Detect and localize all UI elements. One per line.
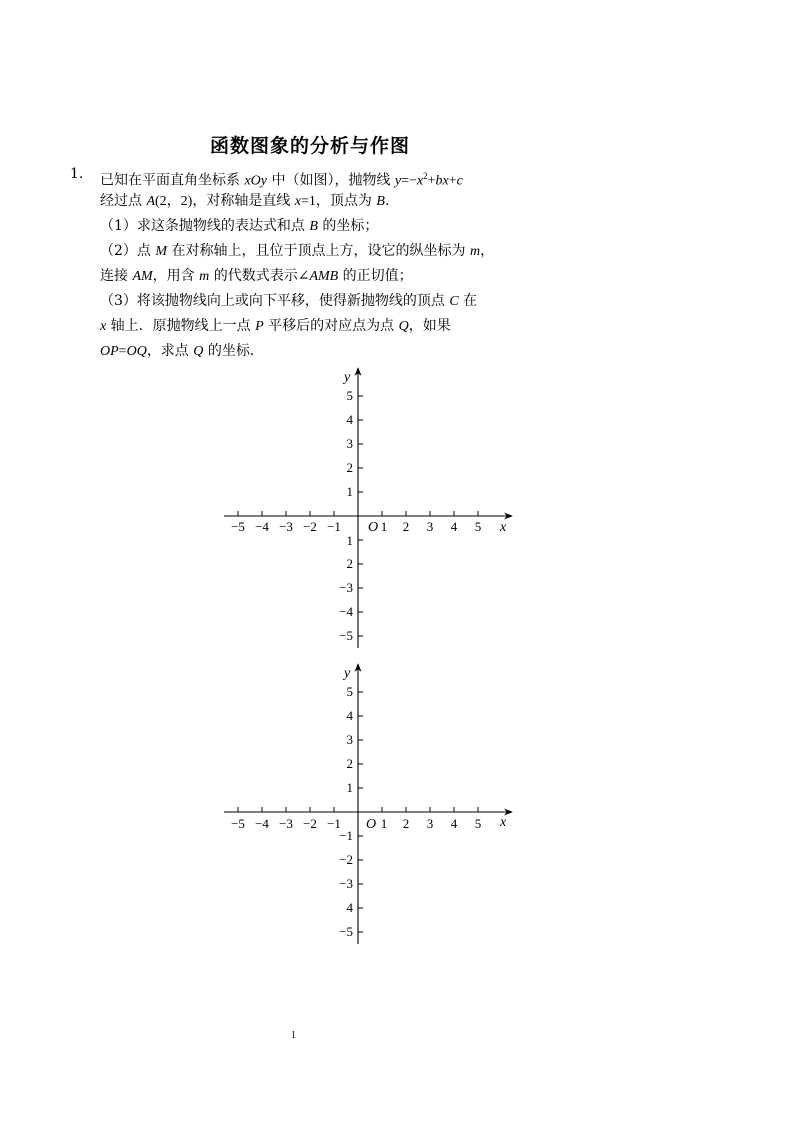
- math-var: B: [376, 194, 385, 209]
- x-tick-label: 2: [402, 816, 410, 831]
- math-var: C: [449, 294, 459, 309]
- text: ，: [480, 243, 495, 259]
- math-var: m: [199, 269, 210, 284]
- y-tick-label: 1: [346, 533, 353, 548]
- math-var: bx: [435, 173, 449, 189]
- y-axis-label: y: [344, 370, 351, 385]
- text: 经过点: [100, 193, 147, 209]
- math-var: c: [456, 173, 463, 189]
- y-tick-label: 3: [346, 436, 353, 451]
- x-tick-label: −2: [303, 816, 317, 831]
- math-var: xOy: [244, 173, 267, 189]
- math-op: +: [427, 173, 436, 189]
- math-var: Q: [398, 319, 409, 334]
- math-op: +: [448, 173, 457, 189]
- x-tick-label: −5: [231, 816, 245, 831]
- text: 平移后的对应点为点: [263, 318, 399, 334]
- math-var: AMB: [309, 269, 339, 284]
- y-tick-label: 5: [346, 684, 353, 699]
- math-var: y: [394, 173, 402, 189]
- x-tick-label: −1: [327, 519, 341, 534]
- y-tick-label: 2: [346, 460, 353, 475]
- y-tick-label: 4: [346, 900, 353, 915]
- math-coord: (2，2): [155, 194, 193, 209]
- x-tick-label: −3: [279, 519, 293, 534]
- text: ，求点: [146, 343, 194, 359]
- x-tick-label: −4: [255, 816, 269, 831]
- x-tick-label: 3: [426, 519, 434, 534]
- math-var: AM: [132, 269, 153, 284]
- x-tick-label: 5: [474, 519, 482, 534]
- text: ，用含: [152, 268, 200, 284]
- y-tick-label: −3: [339, 876, 353, 891]
- text: ，对称轴是直线: [192, 193, 295, 209]
- text: 的坐标．: [203, 343, 264, 359]
- text: 已知在平面直角坐标系: [100, 172, 245, 189]
- x-axis-label: x: [500, 815, 507, 830]
- x-tick-label: −3: [279, 816, 293, 831]
- x-tick-label: 2: [402, 519, 410, 534]
- text: 连接: [100, 268, 133, 284]
- math-var: x: [416, 173, 424, 189]
- math-var: OP: [100, 344, 119, 359]
- math-var: x: [294, 194, 302, 209]
- y-tick-label: 2: [346, 556, 353, 571]
- y-tick-label: −4: [339, 604, 353, 619]
- text: （2）点: [100, 243, 156, 259]
- math-op: =: [118, 344, 127, 359]
- y-tick-label: 4: [346, 708, 353, 723]
- text: 轴上．原抛物线上一点: [106, 318, 256, 334]
- math-var: Q: [193, 344, 204, 359]
- text: 的坐标；: [317, 218, 379, 234]
- x-tick-label: −4: [255, 519, 269, 534]
- math-op: =−: [401, 173, 417, 189]
- question-number: 1.: [70, 166, 84, 182]
- x-tick-label: −1: [327, 816, 341, 831]
- text: 在: [458, 293, 478, 309]
- y-tick-label: −5: [339, 628, 353, 643]
- origin-label: O: [368, 520, 379, 535]
- y-tick-label: −2: [339, 852, 353, 867]
- text: 的代数式表示∠: [209, 268, 310, 284]
- x-tick-label: 4: [450, 519, 458, 534]
- math-var: OQ: [126, 344, 147, 359]
- y-tick-label: −5: [339, 924, 353, 939]
- y-tick-label: 3: [346, 732, 353, 747]
- math-var: M: [155, 244, 168, 259]
- text: ，顶点为: [315, 193, 377, 209]
- y-tick-label: −1: [339, 828, 353, 843]
- x-tick-label: 1: [380, 816, 388, 831]
- x-tick-label: −5: [231, 519, 245, 534]
- math-var: x: [100, 319, 107, 334]
- y-tick-label: 1: [346, 484, 353, 499]
- y-axis-label: y: [344, 666, 351, 681]
- text: 中（如图），抛物线: [267, 172, 395, 189]
- math-var: m: [469, 244, 481, 259]
- page-title: 函数图象的分析与作图: [209, 135, 410, 157]
- y-tick-label: 2: [346, 756, 353, 771]
- text: 在对称轴上，且位于顶点上方，设它的纵坐标为: [167, 243, 470, 259]
- x-tick-label: 4: [450, 816, 458, 831]
- x-tick-labels: [231, 816, 481, 831]
- y-tick-label: −3: [339, 580, 353, 595]
- math-var: P: [255, 319, 264, 334]
- page-number: 1: [291, 1030, 296, 1041]
- y-tick-label: 4: [346, 412, 353, 427]
- x-tick-label: 5: [474, 816, 482, 831]
- x-tick-label: 3: [426, 816, 434, 831]
- x-tick-label: 1: [380, 519, 388, 534]
- x-axis-label: x: [500, 520, 507, 535]
- text: 的正切值；: [338, 268, 413, 284]
- y-tick-label: 1: [346, 780, 353, 795]
- origin-label: O: [366, 817, 377, 832]
- text: （3）将该抛物线向上或向下平移，使得新抛物线的顶点: [100, 293, 450, 309]
- y-tick-label: 5: [346, 388, 353, 403]
- text: ，如果: [408, 318, 451, 334]
- math-var: A: [146, 194, 156, 209]
- text: .: [384, 193, 390, 209]
- x-tick-label: −2: [303, 519, 317, 534]
- math-exponent: 2: [423, 171, 428, 181]
- math-var: B: [309, 219, 318, 234]
- text: （1）求这条抛物线的表达式和点: [100, 218, 310, 234]
- math-op: =1: [301, 194, 316, 209]
